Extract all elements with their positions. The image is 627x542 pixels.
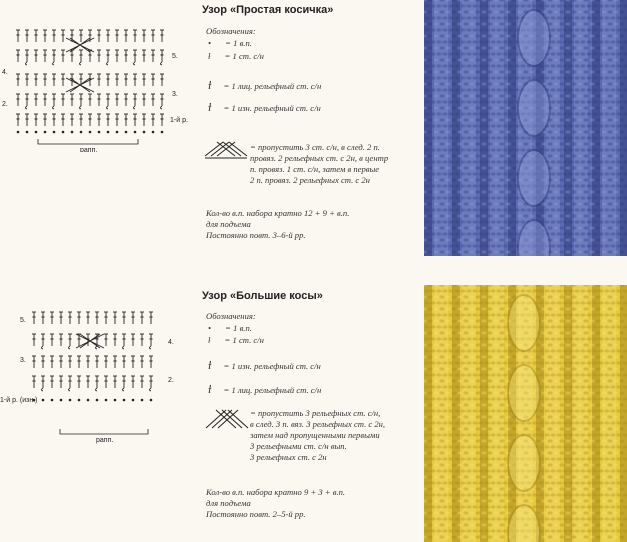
chart-rapport-label: рапп. bbox=[80, 147, 98, 152]
back-post-dc-icon: ƚ bbox=[208, 358, 212, 372]
legend1-row-fpdc: ƚ = 1 лиц. рельефный ст. с/н bbox=[208, 78, 322, 92]
photo-large-cables bbox=[424, 285, 627, 542]
chart-row-label-r3: 3. bbox=[172, 91, 178, 98]
front-post-dc-icon: ƚ bbox=[208, 382, 212, 396]
chart-row-label-r2: 2. bbox=[2, 101, 8, 108]
dc-symbol-icon: ƚ bbox=[208, 335, 211, 345]
chart-large-cables bbox=[0, 304, 200, 444]
chain-dot-icon: • bbox=[208, 323, 212, 333]
legend1-row-dc: ƚ = 1 ст. с/н bbox=[208, 51, 264, 61]
chart-row-label-r1: 1-й р. bbox=[170, 117, 188, 124]
legend1-row-chain: • = 1 в.п. bbox=[208, 38, 252, 48]
pattern1-notes: Кол-во в.п. набора кратно 12 + 9 + в.п. для подъема Постоянно повт. 3–6-й рр. bbox=[206, 208, 350, 240]
chain-dot-icon: • bbox=[208, 38, 212, 48]
legend1-row-bpdc: ƚ = 1 изн. рельефный ст. с/н bbox=[208, 100, 321, 114]
legend2-row-chain: • = 1 в.п. bbox=[208, 323, 252, 333]
legend2-row-fpdc: ƚ = 1 лиц. рельефный ст. с/н bbox=[208, 382, 322, 396]
chart-row-label-r1: 1-й р. (изн.) bbox=[0, 397, 38, 404]
pattern2-notes: Кол-во в.п. набора кратно 9 + 3 + в.п. для подъема Постоянно повт. 2–5-й рр. bbox=[206, 487, 346, 519]
chart-row-label-r3: 3. bbox=[20, 357, 26, 364]
chart-row-label-r4: 4. bbox=[168, 339, 174, 346]
dc-symbol-icon: ƚ bbox=[208, 51, 211, 61]
pattern2-cable-text: = пропустить 3 рельефных ст. с/н, в след. 3 п. вяз. 3 рельефных ст. с 2н, затем над пропущенными первыми 3 рельефными ст. с/н вып. 3 рельефных ст. с 2н bbox=[250, 408, 386, 462]
chart-row-label-r5: 5. bbox=[172, 53, 178, 60]
pattern1-title: Узор «Простая косичка» bbox=[202, 4, 334, 16]
pattern1-legend-header: Обозначения: bbox=[206, 26, 256, 36]
chart-rapport-label: рапп. bbox=[96, 437, 114, 444]
chart-row-label-r4: 4. bbox=[2, 69, 8, 76]
chart-simple-cable bbox=[0, 22, 200, 152]
photo-simple-cable bbox=[424, 0, 627, 256]
cable1-symbol-icon bbox=[203, 136, 249, 162]
legend2-row-dc: ƚ = 1 ст. с/н bbox=[208, 335, 264, 345]
chart-row-label-r5: 5. bbox=[20, 317, 26, 324]
cable2-symbol-icon bbox=[204, 406, 250, 432]
pattern1-cable-text: = пропустить 3 ст. с/н, в след. 2 п. провяз. 2 рельефных ст. с 2н, в центр п. провяз. 1 ст. с/н, затем в первые 2 п. провяз. 2 рельефных ст. с 2н bbox=[250, 142, 389, 185]
back-post-dc-icon: ƚ bbox=[208, 100, 212, 114]
legend2-row-bpdc: ƚ = 1 изн. рельефный ст. с/н bbox=[208, 358, 321, 372]
front-post-dc-icon: ƚ bbox=[208, 78, 212, 92]
chart-row-label-r2: 2. bbox=[168, 377, 174, 384]
pattern2-legend-header: Обозначения: bbox=[206, 311, 256, 321]
pattern2-title: Узор «Большие косы» bbox=[202, 290, 323, 302]
